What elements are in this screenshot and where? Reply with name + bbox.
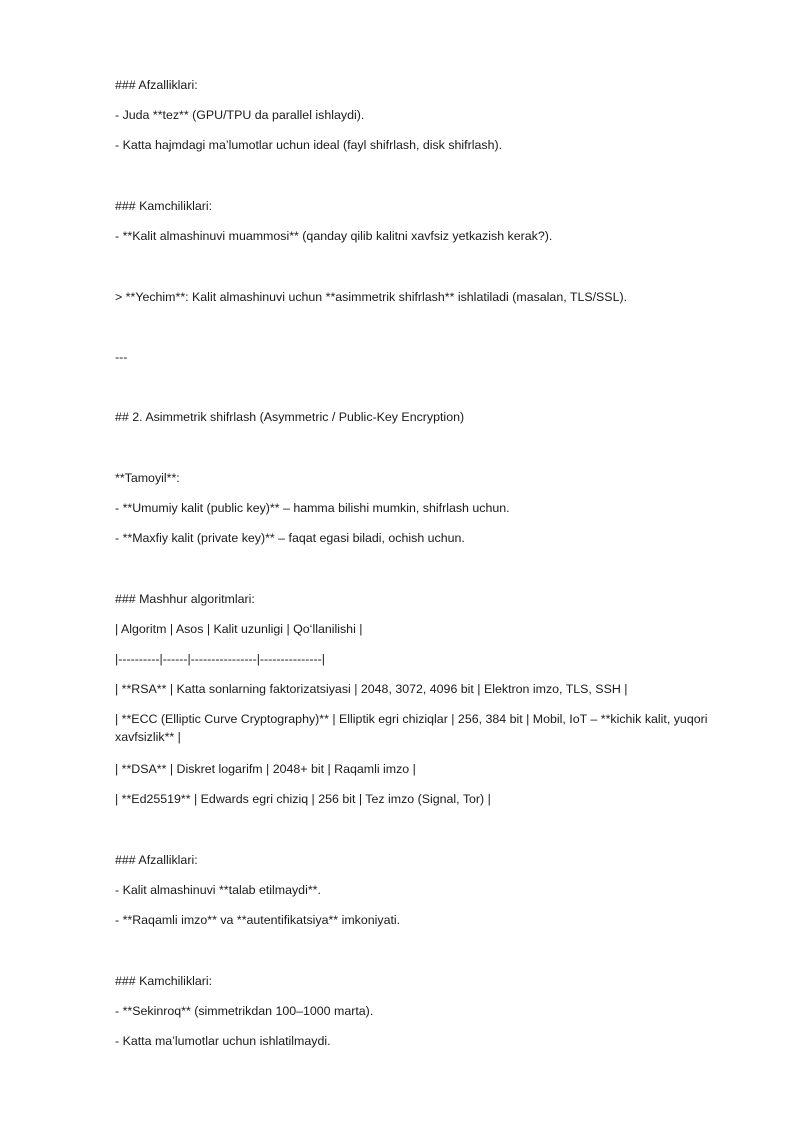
- table-row-ecc: | **ECC (Elliptic Curve Cryptography)** | Elliptik egri chiziqlar | 256, 384 bit | Mobil, IoT – **kichik kalit, yuqori xavfsizlik** |: [115, 712, 711, 744]
- horizontal-rule: ---: [115, 350, 128, 364]
- heading-algorithms: ### Mashhur algoritmlari:: [115, 592, 255, 606]
- table-row-rsa: | **RSA** | Katta sonlarning faktorizatsiyasi | 2048, 3072, 4096 bit | Elektron imzo, TLS, SSH |: [115, 682, 628, 696]
- section-heading: ## 2. Asimmetrik shifrlash (Asymmetric / Public-Key Encryption): [115, 410, 465, 424]
- heading-advantages: ### Afzalliklari:: [115, 78, 198, 92]
- list-item-private-key: - **Maxfiy kalit (private key)** – faqat egasi biladi, ochish uchun.: [115, 531, 465, 545]
- list-item-signature: - **Raqamli imzo** va **autentifikatsiya** imkoniyati.: [115, 913, 401, 927]
- principle-label: **Tamoyil**:: [115, 471, 180, 485]
- table-header-row: | Algoritm | Asos | Kalit uzunligi | Qo‘llanilishi |: [115, 622, 363, 636]
- list-item-public-key: - **Umumiy kalit (public key)** – hamma bilishi mumkin, shifrlash uchun.: [115, 501, 510, 515]
- heading-disadvantages-2: ### Kamchiliklari:: [115, 974, 213, 988]
- list-item-slower: - **Sekinroq** (simmetrikdan 100–1000 marta).: [115, 1004, 374, 1018]
- list-item-key-exchange: - **Kalit almashinuvi muammosi** (qanday qilib kalitni xavfsiz yetkazish kerak?).: [115, 229, 553, 243]
- list-item-fast: - Juda **tez** (GPU/TPU da parallel ishlaydi).: [115, 108, 365, 122]
- list-item-not-large-data: - Katta ma’lumotlar uchun ishlatilmaydi.: [115, 1034, 331, 1048]
- table-row-dsa: | **DSA** | Diskret logarifm | 2048+ bit | Raqamli imzo |: [115, 762, 416, 776]
- table-separator-row: |----------|------|----------------|---------------|: [115, 652, 326, 666]
- heading-advantages-2: ### Afzalliklari:: [115, 853, 198, 867]
- blockquote-solution: > **Yechim**: Kalit almashinuvi uchun **asimmetrik shifrlash** ishlatiladi (masalan, TLS/SSL).: [115, 290, 628, 304]
- list-item-no-exchange: - Kalit almashinuvi **talab etilmaydi**.: [115, 883, 321, 897]
- list-item-large-data: - Katta hajmdagi ma’lumotlar uchun ideal (fayl shifrlash, disk shifrlash).: [115, 138, 503, 152]
- table-row-ed25519: | **Ed25519** | Edwards egri chiziq | 256 bit | Tez imzo (Signal, Tor) |: [115, 792, 491, 806]
- heading-disadvantages: ### Kamchiliklari:: [115, 199, 213, 213]
